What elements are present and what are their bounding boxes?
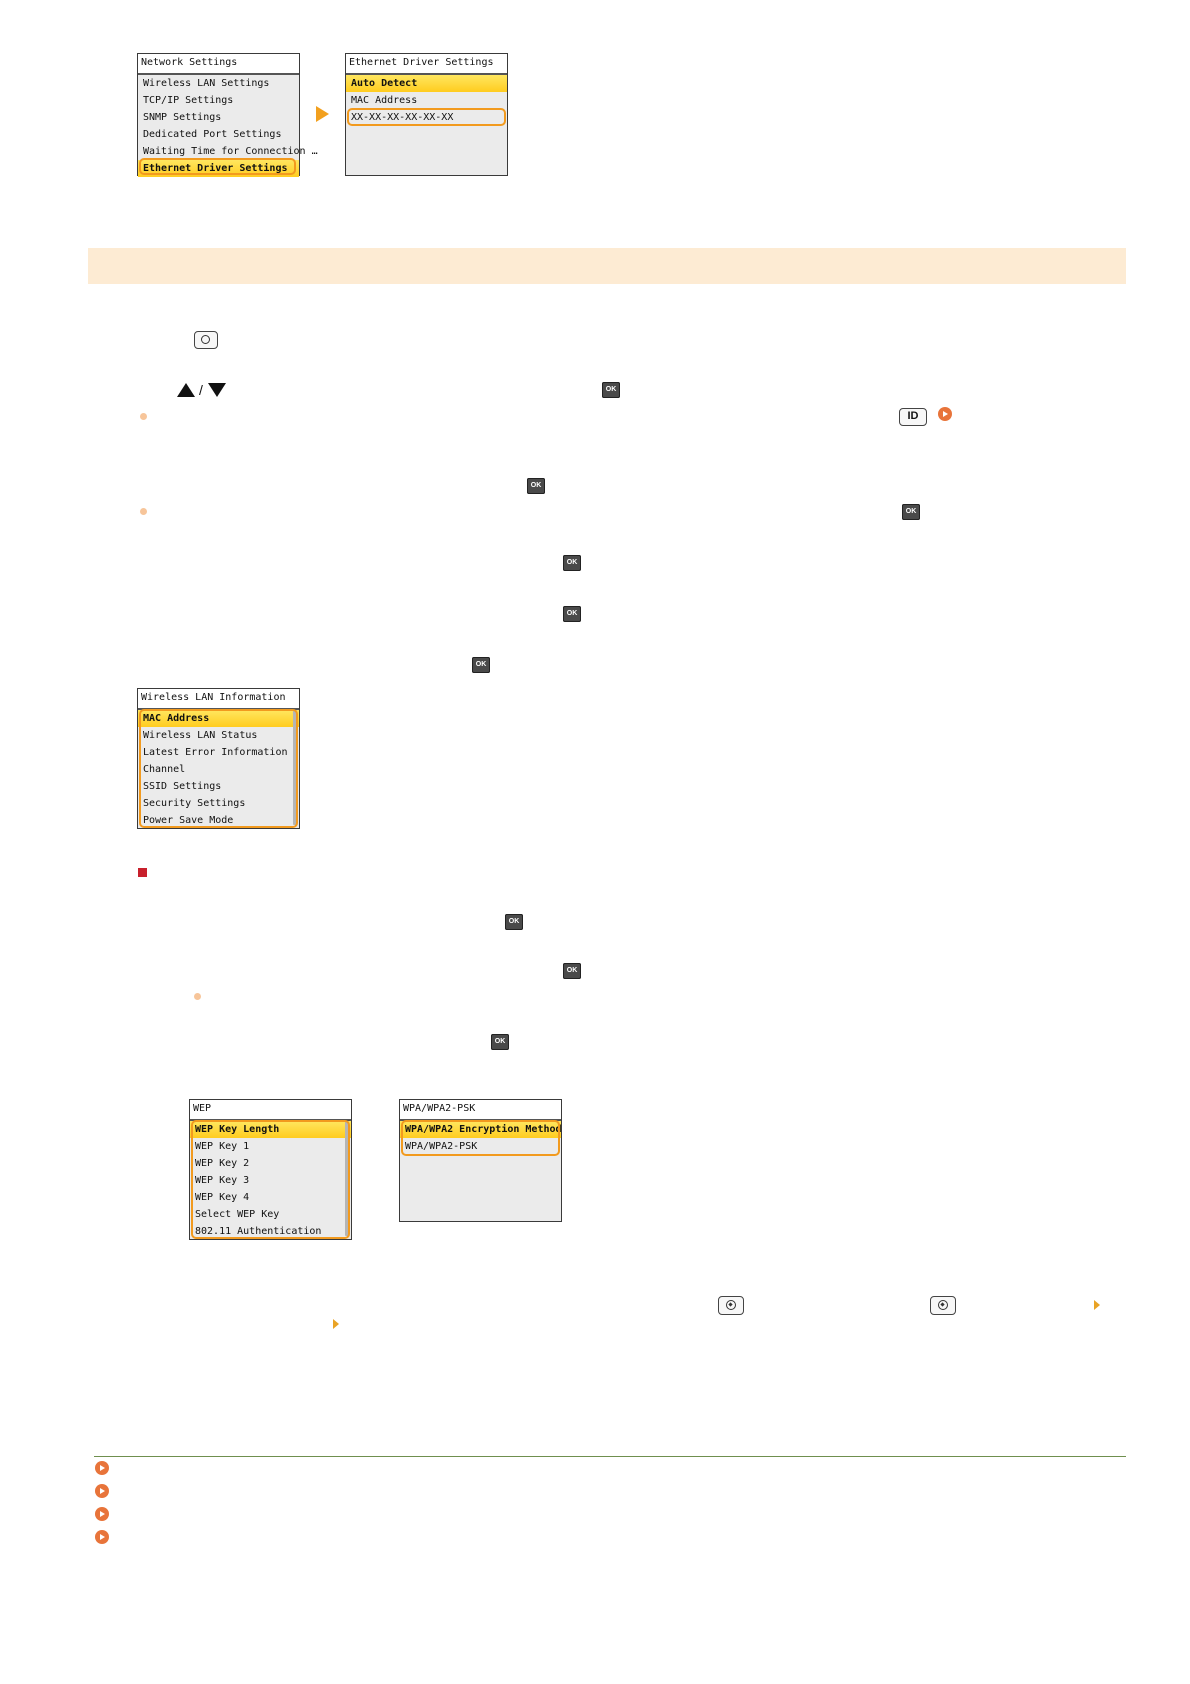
ok-key-icon: OK — [472, 657, 490, 673]
mac-address-highlight — [347, 108, 506, 126]
note-bullet — [140, 508, 147, 515]
menu-item: WEP Key 4 — [195, 1192, 250, 1203]
link-arrow-icon[interactable] — [95, 1507, 109, 1521]
id-key-icon: ID — [899, 408, 927, 426]
screen-wpa-wpa2-psk — [399, 1099, 562, 1222]
menu-item: Power Save Mode — [143, 815, 234, 826]
note-bullet — [140, 413, 147, 420]
menu-item: WPA/WPA2-PSK — [405, 1141, 478, 1152]
menu-item: SNMP Settings — [143, 112, 222, 123]
link-triangle-icon[interactable] — [333, 1319, 339, 1329]
menu-item-selected: WPA/WPA2 Encryption Method — [400, 1121, 561, 1138]
link-arrow-icon[interactable] — [95, 1461, 109, 1475]
menu-item-selected: Ethernet Driver Settings — [138, 160, 299, 177]
menu-item: Wireless LAN Settings — [143, 78, 270, 89]
menu-item: Waiting Time for Connection … — [143, 146, 318, 157]
list-highlight — [139, 709, 298, 828]
ok-key-icon: OK — [563, 555, 581, 571]
next-arrow-icon — [316, 106, 329, 122]
ok-key-icon: OK — [505, 914, 523, 930]
slash-separator: / — [199, 382, 203, 398]
menu-item: 802.11 Authentication — [195, 1226, 322, 1237]
ok-key-icon: OK — [602, 382, 620, 398]
home-key-icon — [930, 1296, 956, 1315]
menu-key-icon — [194, 331, 218, 349]
menu-item: TCP/IP Settings — [143, 95, 234, 106]
section-heading-band — [88, 248, 1126, 284]
menu-item: SSID Settings — [143, 781, 222, 792]
red-square-icon — [138, 868, 147, 877]
ok-key-icon: OK — [902, 504, 920, 520]
menu-item-selected: WEP Key Length — [190, 1121, 351, 1138]
menu-item: Select WEP Key — [195, 1209, 280, 1220]
screen-title: Wireless LAN Information — [138, 689, 299, 710]
link-arrow-icon[interactable] — [938, 407, 952, 421]
ok-key-icon: OK — [563, 963, 581, 979]
link-arrow-icon[interactable] — [95, 1484, 109, 1498]
screen-wep — [189, 1099, 352, 1240]
note-bullet — [194, 993, 201, 1000]
menu-item-selected: Auto Detect — [346, 75, 507, 92]
menu-item: WEP Key 2 — [195, 1158, 250, 1169]
menu-item: WEP Key 3 — [195, 1175, 250, 1186]
menu-item: WEP Key 1 — [195, 1141, 250, 1152]
link-arrow-icon[interactable] — [95, 1530, 109, 1544]
screen-title: Ethernet Driver Settings — [346, 54, 507, 75]
screen-title: Network Settings — [138, 54, 299, 75]
screen-wireless-lan-information — [137, 688, 300, 829]
menu-item: Latest Error Information — [143, 747, 288, 758]
menu-item: MAC Address — [351, 95, 418, 106]
screen-ethernet-driver-settings — [345, 53, 508, 176]
menu-item: Dedicated Port Settings — [143, 129, 282, 140]
list-highlight — [401, 1120, 560, 1156]
up-arrow-icon — [177, 383, 195, 397]
screen-title: WEP — [190, 1100, 351, 1121]
ok-key-icon: OK — [563, 606, 581, 622]
screen-title: WPA/WPA2-PSK — [400, 1100, 561, 1121]
list-highlight — [191, 1120, 350, 1239]
link-triangle-icon[interactable] — [1094, 1300, 1100, 1310]
down-arrow-icon — [208, 383, 226, 397]
menu-item-selected: MAC Address — [138, 710, 299, 727]
selection-highlight — [139, 158, 296, 175]
screen-network-settings — [137, 53, 318, 176]
mac-address-value: XX-XX-XX-XX-XX-XX — [351, 112, 454, 123]
menu-item: Wireless LAN Status — [143, 730, 258, 741]
section-divider — [94, 1456, 1126, 1457]
menu-item: Channel — [143, 764, 186, 775]
ok-key-icon: OK — [527, 478, 545, 494]
menu-item: Security Settings — [143, 798, 246, 809]
home-key-icon — [718, 1296, 744, 1315]
ok-key-icon: OK — [491, 1034, 509, 1050]
